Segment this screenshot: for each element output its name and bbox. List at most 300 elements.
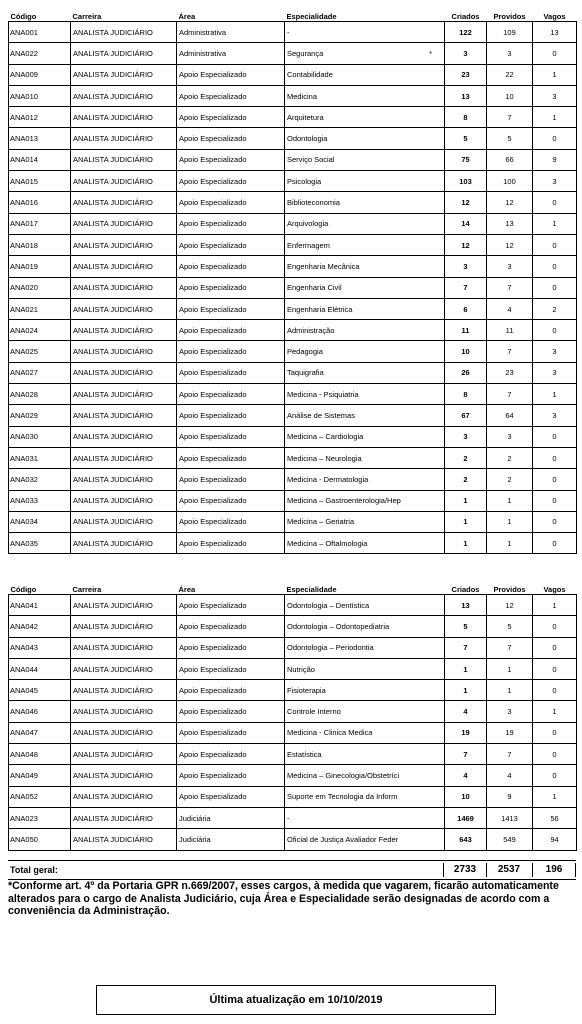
- cell-carreira: ANALISTA JUDICIÁRIO: [71, 107, 177, 128]
- cell-vagos: 0: [533, 680, 577, 701]
- cell-codigo: ANA043: [9, 637, 71, 658]
- cell-especialidade: [285, 85, 445, 106]
- cell-area: Apoio Especializado: [177, 765, 285, 786]
- cell-especialidade: [285, 192, 445, 213]
- cell-area: Apoio Especializado: [177, 85, 285, 106]
- cell-especialidade: [285, 765, 445, 786]
- table-row: [9, 277, 577, 298]
- cell-criados: 13: [445, 85, 487, 106]
- table-row: [9, 256, 577, 277]
- cell-especialidade: [285, 511, 445, 532]
- especialidade-text: Medicina – Gastroenterologia/Hep: [287, 496, 401, 506]
- cell-area: Apoio Especializado: [177, 616, 285, 637]
- total-criados: 2733: [453, 864, 477, 875]
- cell-providos: 4: [487, 765, 533, 786]
- cell-criados: 7: [445, 637, 487, 658]
- cell-criados: 1: [445, 658, 487, 679]
- total-row: [8, 860, 576, 880]
- table-row: [9, 171, 577, 192]
- cell-providos: 1: [487, 680, 533, 701]
- footnote-marker: [432, 92, 442, 101]
- cell-area: Apoio Especializado: [177, 637, 285, 658]
- cell-codigo: ANA034: [9, 511, 71, 532]
- cell-carreira: ANALISTA JUDICIÁRIO: [71, 277, 177, 298]
- cell-carreira: ANALISTA JUDICIÁRIO: [71, 616, 177, 637]
- cell-carreira: ANALISTA JUDICIÁRIO: [71, 829, 177, 850]
- footnote-marker: [432, 601, 442, 610]
- cell-carreira: ANALISTA JUDICIÁRIO: [71, 637, 177, 658]
- cell-providos: 3: [487, 256, 533, 277]
- cell-area: Apoio Especializado: [177, 447, 285, 468]
- cell-providos: 1: [487, 511, 533, 532]
- header-codigo: Código: [10, 585, 37, 594]
- cell-vagos: 0: [533, 637, 577, 658]
- cell-carreira: ANALISTA JUDICIÁRIO: [71, 447, 177, 468]
- cell-codigo: ANA016: [9, 192, 71, 213]
- especialidade-text: Controle Interno: [287, 707, 341, 717]
- cell-area: Apoio Especializado: [177, 192, 285, 213]
- especialidade-text: Medicina – Geriatria: [287, 517, 355, 527]
- cell-vagos: 0: [533, 533, 577, 554]
- footnote-marker: [432, 326, 442, 335]
- cell-area: Apoio Especializado: [177, 298, 285, 319]
- table-row: [9, 149, 577, 170]
- table-row: [9, 426, 577, 447]
- especialidade-text: Medicina - Psiquiatria: [287, 389, 359, 399]
- cell-providos: 9: [487, 786, 533, 807]
- cell-vagos: 3: [533, 341, 577, 362]
- cell-area: Apoio Especializado: [177, 107, 285, 128]
- cell-especialidade: [285, 107, 445, 128]
- cell-vagos: 3: [533, 362, 577, 383]
- cell-providos: 7: [487, 744, 533, 765]
- cell-criados: 5: [445, 128, 487, 149]
- footnote-marker: [432, 622, 442, 631]
- cell-criados: 1: [445, 511, 487, 532]
- cell-area: Apoio Especializado: [177, 426, 285, 447]
- cell-carreira: ANALISTA JUDICIÁRIO: [71, 256, 177, 277]
- cell-carreira: ANALISTA JUDICIÁRIO: [71, 786, 177, 807]
- cell-vagos: 0: [533, 722, 577, 743]
- cell-codigo: ANA032: [9, 469, 71, 490]
- cell-carreira: ANALISTA JUDICIÁRIO: [71, 362, 177, 383]
- total-divider: [575, 863, 576, 877]
- cell-criados: 13: [445, 595, 487, 616]
- especialidade-text: Fisioterapia: [287, 685, 326, 695]
- cell-carreira: ANALISTA JUDICIÁRIO: [71, 192, 177, 213]
- table-body-2: [9, 595, 577, 851]
- cell-codigo: ANA042: [9, 616, 71, 637]
- table-row: [9, 680, 577, 701]
- footnote-marker: [432, 177, 442, 186]
- cell-providos: 5: [487, 616, 533, 637]
- cell-area: Apoio Especializado: [177, 256, 285, 277]
- footnote-marker: [432, 347, 442, 356]
- cell-vagos: 0: [533, 765, 577, 786]
- especialidade-text: Suporte em Tecnologia da Inform: [287, 792, 398, 802]
- header-providos: Providos: [493, 12, 526, 21]
- cell-especialidade: [285, 744, 445, 765]
- footnote-marker: [432, 262, 442, 271]
- cell-carreira: ANALISTA JUDICIÁRIO: [71, 658, 177, 679]
- cell-area: Administrativa: [177, 22, 285, 43]
- cell-codigo: ANA015: [9, 171, 71, 192]
- cell-especialidade: [285, 128, 445, 149]
- cell-area: Apoio Especializado: [177, 658, 285, 679]
- cell-criados: 3: [445, 43, 487, 64]
- cell-especialidade: [285, 807, 445, 828]
- cell-vagos: 94: [533, 829, 577, 850]
- table-row: [9, 405, 577, 426]
- cell-vagos: 1: [533, 384, 577, 405]
- cell-providos: 11: [487, 320, 533, 341]
- cell-area: Judiciária: [177, 829, 285, 850]
- cell-carreira: ANALISTA JUDICIÁRIO: [71, 701, 177, 722]
- cell-carreira: ANALISTA JUDICIÁRIO: [71, 341, 177, 362]
- footnote-marker: [432, 496, 442, 505]
- cell-codigo: ANA052: [9, 786, 71, 807]
- cell-providos: 1: [487, 533, 533, 554]
- cell-criados: 3: [445, 426, 487, 447]
- footnote-marker: [432, 134, 442, 143]
- cell-especialidade: [285, 426, 445, 447]
- cell-providos: 1413: [487, 807, 533, 828]
- cell-carreira: ANALISTA JUDICIÁRIO: [71, 744, 177, 765]
- cell-especialidade: [285, 533, 445, 554]
- cell-carreira: ANALISTA JUDICIÁRIO: [71, 722, 177, 743]
- cell-especialidade: [285, 701, 445, 722]
- cell-especialidade: [285, 680, 445, 701]
- cell-especialidade: [285, 256, 445, 277]
- cell-criados: 2: [445, 447, 487, 468]
- footnote-marker: [432, 241, 442, 250]
- cell-providos: 2: [487, 447, 533, 468]
- cell-area: Apoio Especializado: [177, 128, 285, 149]
- cell-carreira: ANALISTA JUDICIÁRIO: [71, 213, 177, 234]
- cell-carreira: ANALISTA JUDICIÁRIO: [71, 149, 177, 170]
- cell-carreira: ANALISTA JUDICIÁRIO: [71, 298, 177, 319]
- cell-especialidade: [285, 298, 445, 319]
- cell-providos: 23: [487, 362, 533, 383]
- cell-criados: 103: [445, 171, 487, 192]
- cell-criados: 1469: [445, 807, 487, 828]
- header-especialidade: Especialidade: [286, 12, 337, 21]
- especialidade-text: Estatística: [287, 749, 322, 759]
- footnote-marker: [432, 750, 442, 759]
- cell-especialidade: [285, 490, 445, 511]
- footnote: *Conforme art. 4º da Portaria GPR n.669/2007, esses cargos, à medida que vagarem, ficarão automaticamente alterados para o cargo de Analista Judiciário, cuja Área e Especialidade serão designadas de acordo com a conveniência da Administração.: [8, 880, 559, 917]
- cell-criados: 6: [445, 298, 487, 319]
- header-area: Área: [178, 12, 196, 21]
- cell-providos: 7: [487, 341, 533, 362]
- cell-vagos: 2: [533, 298, 577, 319]
- cell-area: Apoio Especializado: [177, 64, 285, 85]
- especialidade-text: Odontologia – Odontopediatria: [287, 621, 390, 631]
- header-criados: Criados: [451, 585, 480, 594]
- cell-vagos: 0: [533, 128, 577, 149]
- cell-codigo: ANA022: [9, 43, 71, 64]
- especialidade-text: Medicina – Oftalmologia: [287, 538, 368, 548]
- cell-especialidade: [285, 320, 445, 341]
- cell-codigo: ANA012: [9, 107, 71, 128]
- cell-criados: 1: [445, 680, 487, 701]
- cell-codigo: ANA049: [9, 765, 71, 786]
- cell-especialidade: [285, 213, 445, 234]
- footnote-marker: [432, 368, 442, 377]
- cell-vagos: 0: [533, 320, 577, 341]
- cell-vagos: 13: [533, 22, 577, 43]
- cell-vagos: 3: [533, 85, 577, 106]
- cell-criados: 8: [445, 384, 487, 405]
- cell-providos: 7: [487, 107, 533, 128]
- cell-criados: 4: [445, 765, 487, 786]
- table-row: [9, 234, 577, 255]
- cell-vagos: 0: [533, 192, 577, 213]
- footnote-marker: [432, 28, 442, 37]
- especialidade-text: Pedagogia: [287, 347, 323, 357]
- especialidade-text: Engenharia Elétrica: [287, 304, 353, 314]
- table-row: [9, 22, 577, 43]
- cell-codigo: ANA046: [9, 701, 71, 722]
- table-row: [9, 107, 577, 128]
- cell-criados: 4: [445, 701, 487, 722]
- table-row: [9, 616, 577, 637]
- cell-vagos: 0: [533, 447, 577, 468]
- cell-codigo: ANA045: [9, 680, 71, 701]
- cell-vagos: 0: [533, 469, 577, 490]
- table-row: [9, 320, 577, 341]
- cell-criados: 10: [445, 786, 487, 807]
- cell-providos: 2: [487, 469, 533, 490]
- especialidade-text: Contabilidade: [287, 70, 333, 80]
- cell-vagos: 1: [533, 595, 577, 616]
- cell-criados: 3: [445, 256, 487, 277]
- cell-codigo: ANA009: [9, 64, 71, 85]
- cell-especialidade: [285, 149, 445, 170]
- cell-area: Apoio Especializado: [177, 320, 285, 341]
- cell-providos: 5: [487, 128, 533, 149]
- cell-especialidade: [285, 234, 445, 255]
- table-row: [9, 637, 577, 658]
- cell-criados: 122: [445, 22, 487, 43]
- footnote-marker: [432, 686, 442, 695]
- table-row: [9, 128, 577, 149]
- table-header-row: [9, 9, 577, 22]
- cell-providos: 66: [487, 149, 533, 170]
- especialidade-text: Medicina – Ginecologia/Obstetríci: [287, 771, 400, 781]
- cell-providos: 22: [487, 64, 533, 85]
- cell-especialidade: [285, 595, 445, 616]
- cell-codigo: ANA027: [9, 362, 71, 383]
- cell-criados: 7: [445, 744, 487, 765]
- footnote-marker: [432, 771, 442, 780]
- cell-vagos: 0: [533, 43, 577, 64]
- cell-providos: 549: [487, 829, 533, 850]
- cell-carreira: ANALISTA JUDICIÁRIO: [71, 171, 177, 192]
- header-especialidade: Especialidade: [286, 585, 337, 594]
- cell-criados: 2: [445, 469, 487, 490]
- cell-especialidade: [285, 384, 445, 405]
- cell-criados: 8: [445, 107, 487, 128]
- cell-codigo: ANA020: [9, 277, 71, 298]
- cell-especialidade: [285, 64, 445, 85]
- cell-codigo: ANA031: [9, 447, 71, 468]
- cell-vagos: 1: [533, 786, 577, 807]
- cell-carreira: ANALISTA JUDICIÁRIO: [71, 595, 177, 616]
- cell-area: Apoio Especializado: [177, 533, 285, 554]
- cell-criados: 10: [445, 341, 487, 362]
- cell-codigo: ANA017: [9, 213, 71, 234]
- cell-codigo: ANA047: [9, 722, 71, 743]
- cell-vagos: 0: [533, 511, 577, 532]
- footnote-marker: [432, 198, 442, 207]
- cell-providos: 7: [487, 277, 533, 298]
- cell-criados: 1: [445, 533, 487, 554]
- cell-carreira: ANALISTA JUDICIÁRIO: [71, 426, 177, 447]
- cell-codigo: ANA029: [9, 405, 71, 426]
- cell-especialidade: [285, 469, 445, 490]
- cell-criados: 19: [445, 722, 487, 743]
- especialidade-text: -: [287, 813, 290, 823]
- cell-area: Apoio Especializado: [177, 595, 285, 616]
- cell-area: Apoio Especializado: [177, 701, 285, 722]
- cell-area: Apoio Especializado: [177, 490, 285, 511]
- header-carreira: Carreira: [72, 12, 102, 21]
- cell-providos: 12: [487, 192, 533, 213]
- cell-especialidade: [285, 637, 445, 658]
- cell-codigo: ANA025: [9, 341, 71, 362]
- footnote-marker: *: [429, 48, 432, 58]
- cell-codigo: ANA048: [9, 744, 71, 765]
- cell-criados: 14: [445, 213, 487, 234]
- table-row: [9, 511, 577, 532]
- cell-vagos: 0: [533, 426, 577, 447]
- footnote-marker: [432, 643, 442, 652]
- cell-providos: 4: [487, 298, 533, 319]
- cell-carreira: ANALISTA JUDICIÁRIO: [71, 490, 177, 511]
- especialidade-text: Medicina: [287, 91, 318, 101]
- cell-carreira: ANALISTA JUDICIÁRIO: [71, 320, 177, 341]
- especialidade-text: Segurança: [287, 48, 324, 58]
- cell-especialidade: [285, 362, 445, 383]
- cell-area: Apoio Especializado: [177, 680, 285, 701]
- cell-providos: 64: [487, 405, 533, 426]
- especialidade-text: Engenharia Mecânica: [287, 261, 360, 271]
- especialidade-text: Arquivologia: [287, 219, 329, 229]
- table-row: [9, 829, 577, 850]
- cell-providos: 1: [487, 658, 533, 679]
- footnote-marker: [432, 305, 442, 314]
- especialidade-text: Psicologia: [287, 176, 322, 186]
- table-row: [9, 658, 577, 679]
- cell-vagos: 0: [533, 277, 577, 298]
- cell-codigo: ANA001: [9, 22, 71, 43]
- especialidade-text: Medicina - Dermatologia: [287, 474, 369, 484]
- cell-vagos: 3: [533, 171, 577, 192]
- cell-area: Apoio Especializado: [177, 786, 285, 807]
- header-providos: Providos: [493, 585, 526, 594]
- cell-carreira: ANALISTA JUDICIÁRIO: [71, 405, 177, 426]
- footnote-marker: [432, 432, 442, 441]
- footnote-marker: [432, 814, 442, 823]
- footnote-marker: [432, 517, 442, 526]
- cell-especialidade: [285, 829, 445, 850]
- cell-area: Apoio Especializado: [177, 744, 285, 765]
- cell-especialidade: [285, 341, 445, 362]
- especialidade-text: Medicina - Clinica Medica: [287, 728, 373, 738]
- header-area: Área: [178, 585, 196, 594]
- especialidade-text: Engenharia Civil: [287, 283, 342, 293]
- cell-especialidade: [285, 22, 445, 43]
- table-header-row: [9, 582, 577, 595]
- cell-vagos: 0: [533, 616, 577, 637]
- cell-criados: 5: [445, 616, 487, 637]
- especialidade-text: Enfermagem: [287, 240, 330, 250]
- cell-vagos: 1: [533, 213, 577, 234]
- table-row: [9, 786, 577, 807]
- table-row: [9, 43, 577, 64]
- table-row: [9, 447, 577, 468]
- especialidade-text: -: [287, 27, 290, 37]
- cell-carreira: ANALISTA JUDICIÁRIO: [71, 128, 177, 149]
- cell-vagos: 1: [533, 64, 577, 85]
- footnote-marker: [432, 707, 442, 716]
- cell-codigo: ANA035: [9, 533, 71, 554]
- cell-area: Apoio Especializado: [177, 405, 285, 426]
- cell-especialidade: [285, 277, 445, 298]
- cell-codigo: ANA021: [9, 298, 71, 319]
- cell-criados: 75: [445, 149, 487, 170]
- footnote-marker: [432, 113, 442, 122]
- total-label: Total geral:: [10, 865, 58, 875]
- cell-area: Apoio Especializado: [177, 341, 285, 362]
- footnote-marker: [432, 454, 442, 463]
- especialidade-text: Biblioteconomia: [287, 198, 340, 208]
- cell-area: Apoio Especializado: [177, 213, 285, 234]
- cell-criados: 23: [445, 64, 487, 85]
- footnote-marker: [432, 283, 442, 292]
- cell-area: Apoio Especializado: [177, 277, 285, 298]
- cell-carreira: ANALISTA JUDICIÁRIO: [71, 765, 177, 786]
- table-row: [9, 595, 577, 616]
- table-row: [9, 213, 577, 234]
- table-row: [9, 341, 577, 362]
- especialidade-text: Medicina – Cardiologia: [287, 432, 364, 442]
- cell-carreira: ANALISTA JUDICIÁRIO: [71, 807, 177, 828]
- cell-especialidade: [285, 616, 445, 637]
- cell-area: Apoio Especializado: [177, 362, 285, 383]
- cell-providos: 12: [487, 595, 533, 616]
- header-vagos: Vagos: [543, 12, 566, 21]
- especialidade-text: Oficial de Justiça Avaliador Feder: [287, 834, 399, 844]
- cell-providos: 19: [487, 722, 533, 743]
- footnote-marker: [432, 665, 442, 674]
- cell-area: Apoio Especializado: [177, 149, 285, 170]
- cell-vagos: 0: [533, 256, 577, 277]
- cell-codigo: ANA019: [9, 256, 71, 277]
- cell-carreira: ANALISTA JUDICIÁRIO: [71, 680, 177, 701]
- cell-providos: 12: [487, 234, 533, 255]
- table-row: [9, 533, 577, 554]
- cell-providos: 109: [487, 22, 533, 43]
- cell-codigo: ANA018: [9, 234, 71, 255]
- cell-carreira: ANALISTA JUDICIÁRIO: [71, 533, 177, 554]
- table-row: [9, 490, 577, 511]
- cell-codigo: ANA041: [9, 595, 71, 616]
- cell-vagos: 1: [533, 701, 577, 722]
- especialidade-text: Arquitetura: [287, 112, 324, 122]
- cell-especialidade: [285, 722, 445, 743]
